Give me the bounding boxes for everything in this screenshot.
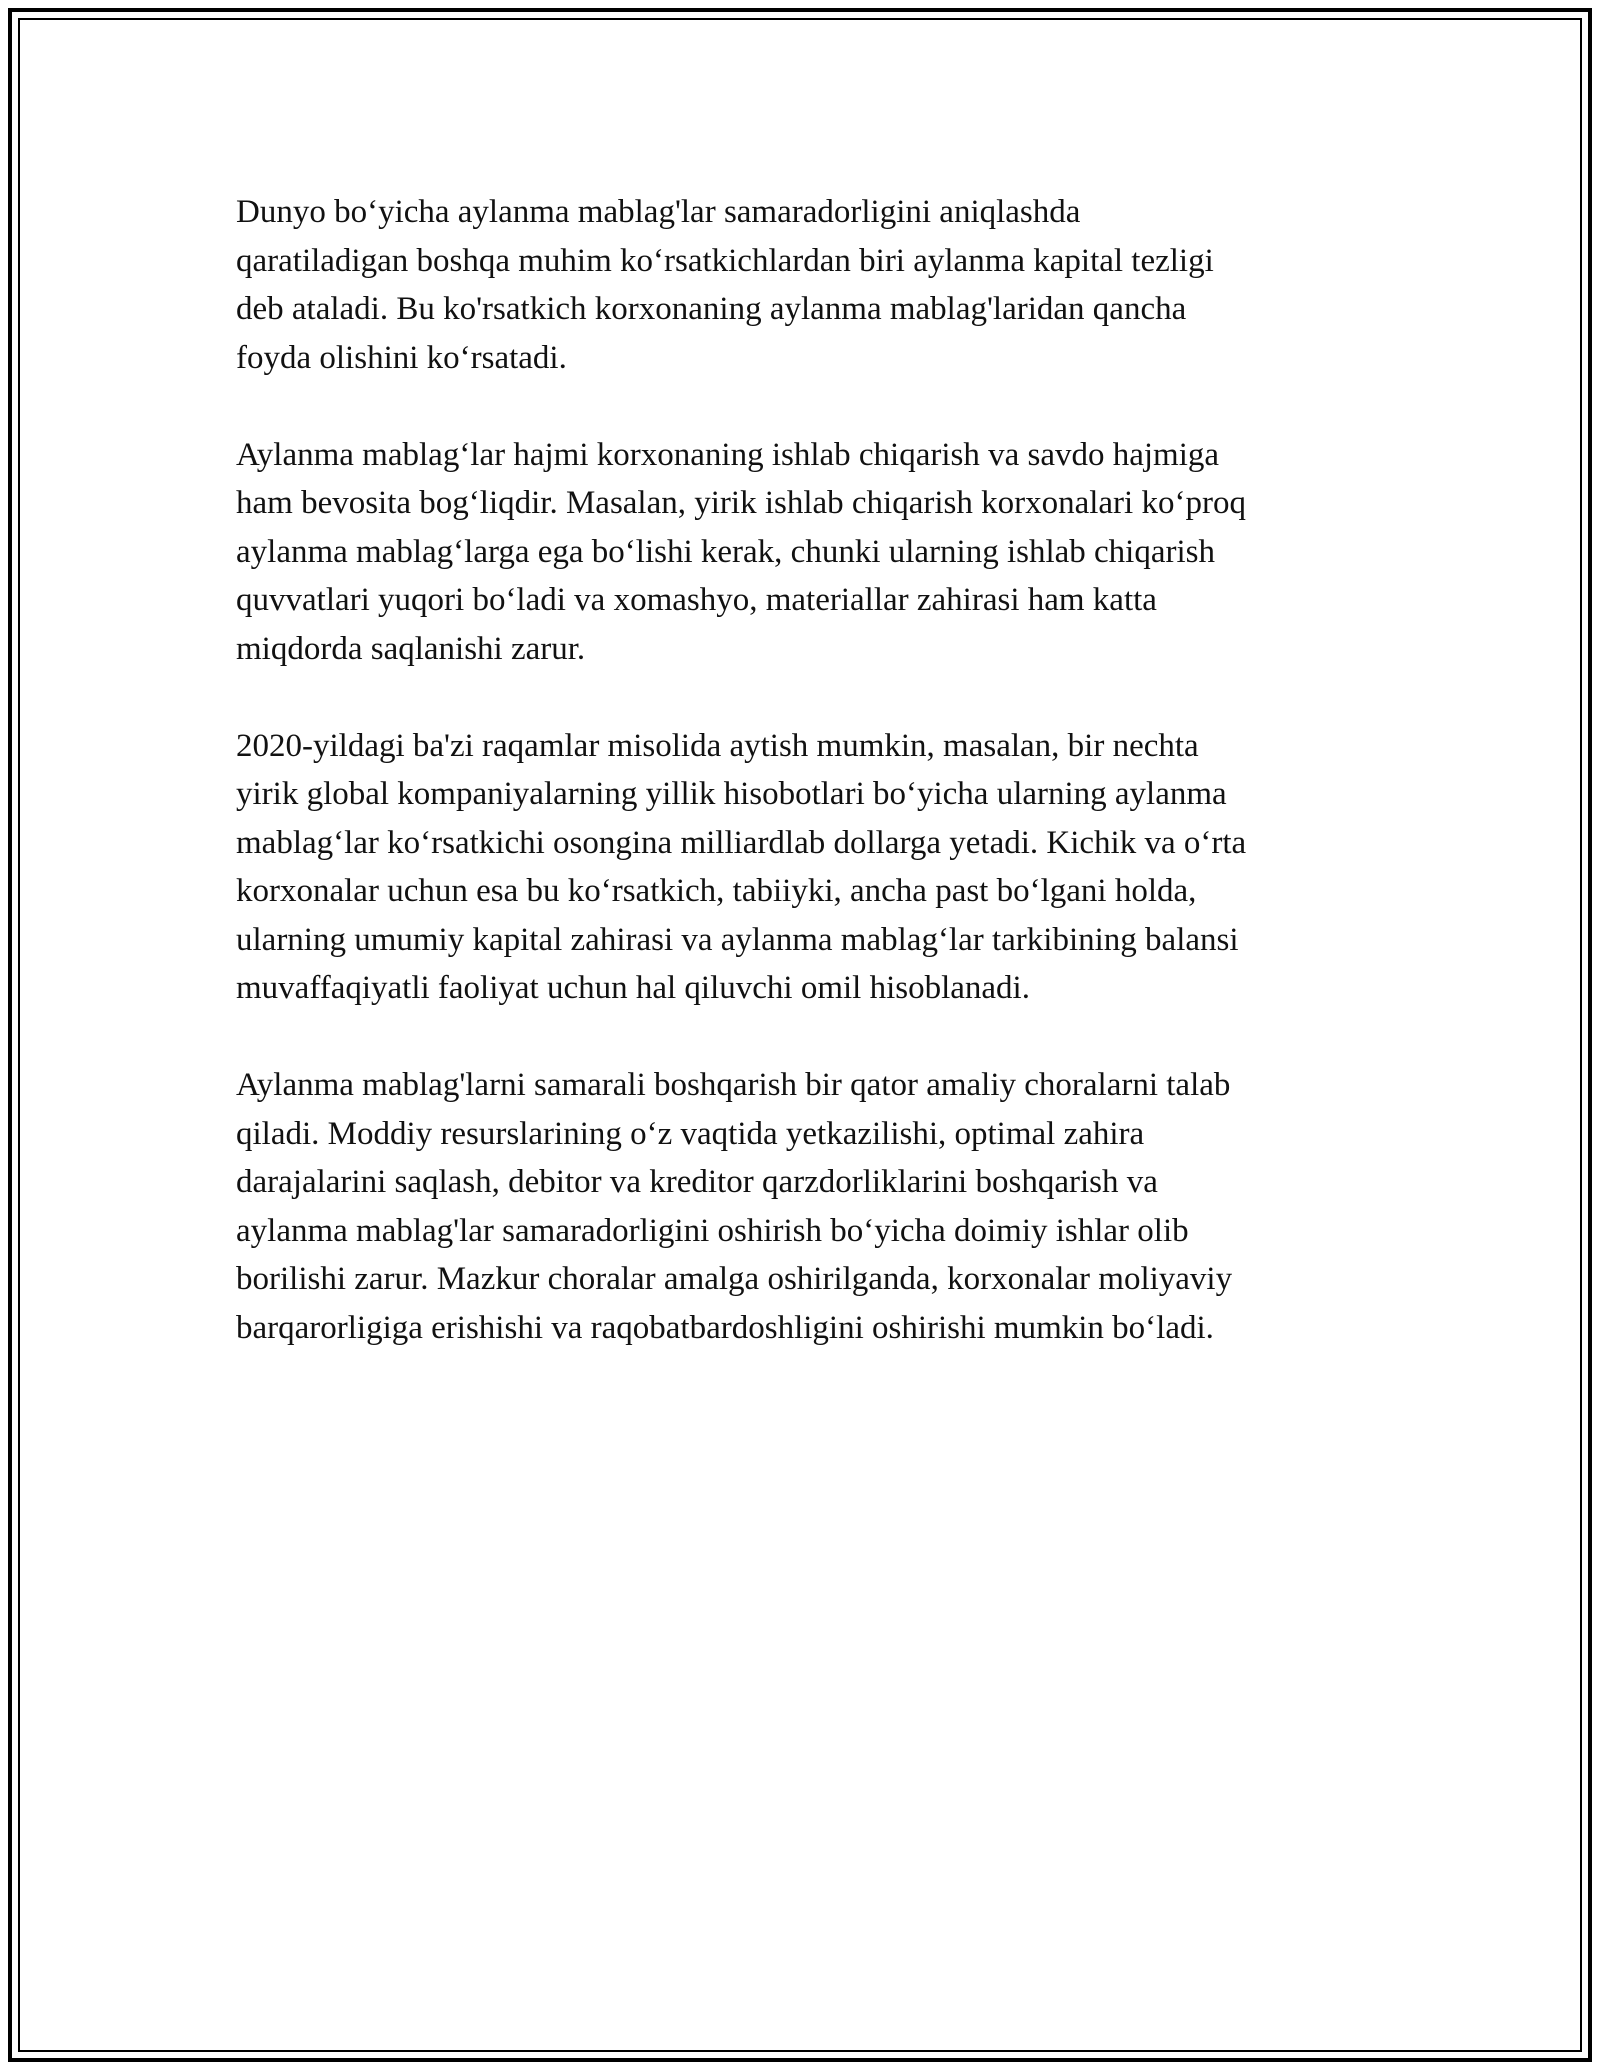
document-body: [236, 188, 1376, 1401]
paragraph-4: [236, 1061, 1376, 1352]
text-line: ham bevosita bog‘liqdir. Masalan, yirik ishlab chiqarish korxonalari ko‘proq: [236, 485, 1246, 521]
paragraph-3: [236, 722, 1376, 1013]
text-line: quvvatlari yuqori bo‘ladi va xomashyo, materiallar zahirasi ham katta: [236, 582, 1157, 618]
text-line: qiladi. Moddiy resurslarining o‘z vaqtida yetkazilishi, optimal zahira: [236, 1115, 1145, 1152]
text-line: barqarorligiga erishishi va raqobatbardoshligini oshirishi mumkin bo‘ladi.: [236, 1309, 1214, 1346]
text-line: yirik global kompaniyalarning yillik hisobotlari bo‘yicha ularning aylanma: [236, 776, 1227, 812]
text-line: muvaffaqiyatli faoliyat uchun hal qiluvchi omil hisoblanadi.: [236, 970, 1030, 1006]
paragraph-2: [236, 431, 1376, 674]
text-line: Dunyo bo‘yicha aylanma mablag'lar samaradorligini aniqlashda: [236, 194, 1081, 230]
text-line: aylanma mablag‘larga ega bo‘lishi kerak, chunki ularning ishlab chiqarish: [236, 533, 1215, 570]
text-line: foyda olishini ko‘rsatadi.: [236, 339, 567, 376]
text-line: deb ataladi. Bu ko'rsatkich korxonaning aylanma mablag'laridan qancha: [236, 291, 1187, 327]
text-line: darajalarini saqlash, debitor va kreditor qarzdorliklarini boshqarish va: [236, 1164, 1158, 1200]
text-line: mablag‘lar ko‘rsatkichi osongina milliardlab dollarga yetadi. Kichik va o‘rta: [236, 824, 1247, 861]
text-line: korxonalar uchun esa bu ko‘rsatkich, tabiiyki, ancha past bo‘lgani holda,: [236, 873, 1197, 909]
text-line: ularning umumiy kapital zahirasi va aylanma mablag‘lar tarkibining balansi: [236, 921, 1239, 958]
paragraph-1: [236, 188, 1376, 382]
text-line: borilishi zarur. Mazkur choralar amalga oshirilganda, korxonalar moliyaviy: [236, 1261, 1233, 1297]
text-line: qaratiladigan boshqa muhim ko‘rsatkichlardan biri aylanma kapital tezligi: [236, 242, 1214, 279]
text-line: aylanma mablag'lar samaradorligini oshirish bo‘yicha doimiy ishlar olib: [236, 1212, 1189, 1249]
text-line: 2020-yildagi ba'zi raqamlar misolida aytish mumkin, masalan, bir nechta: [236, 727, 1199, 764]
text-line: miqdorda saqlanishi zarur.: [236, 630, 586, 667]
text-line: Aylanma mablag‘lar hajmi korxonaning ishlab chiqarish va savdo hajmiga: [236, 436, 1220, 473]
text-line: Aylanma mablag'larni samarali boshqarish bir qator amaliy choralarni talab: [236, 1067, 1231, 1103]
